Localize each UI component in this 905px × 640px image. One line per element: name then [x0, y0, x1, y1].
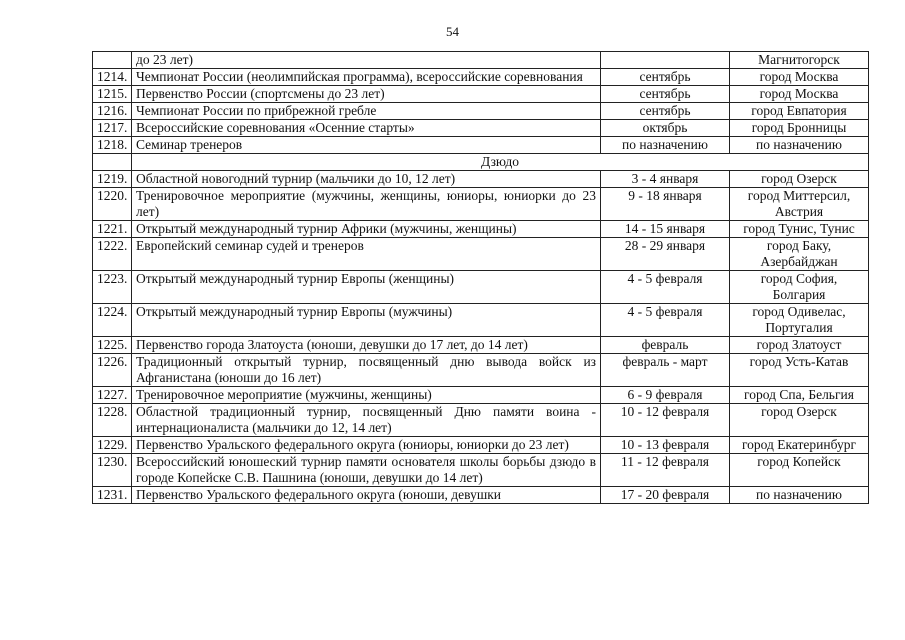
row-number: 1215. [93, 86, 132, 103]
row-number: 1218. [93, 137, 132, 154]
event-place: город Озерск [730, 404, 869, 437]
row-number: 1230. [93, 454, 132, 487]
event-date: февраль [601, 337, 730, 354]
event-name: Первенство России (спортсмены до 23 лет) [132, 86, 601, 103]
event-date: сентябрь [601, 69, 730, 86]
event-name: Традиционный открытый турнир, посвященный дню вывода войск из Афганистана (юноши до 16 лет) [132, 354, 601, 387]
section-title: Дзюдо [132, 154, 869, 171]
event-name: до 23 лет) [132, 52, 601, 69]
event-date: 17 - 20 февраля [601, 487, 730, 504]
event-place: город Бронницы [730, 120, 869, 137]
row-number: 1225. [93, 337, 132, 354]
event-place: город Москва [730, 69, 869, 86]
event-date: февраль - март [601, 354, 730, 387]
row-number: 1217. [93, 120, 132, 137]
event-date: 11 - 12 февраля [601, 454, 730, 487]
event-name: Семинар тренеров [132, 137, 601, 154]
event-date: 28 - 29 января [601, 238, 730, 271]
table-row [93, 188, 869, 221]
table-row [93, 387, 869, 404]
event-name: Тренировочное мероприятие (мужчины, женщины, юниоры, юниорки до 23 лет) [132, 188, 601, 221]
table-row [93, 337, 869, 354]
event-name: Открытый международный турнир Африки (мужчины, женщины) [132, 221, 601, 238]
table-row [93, 137, 869, 154]
table-row [93, 304, 869, 337]
table-row [93, 171, 869, 188]
event-date: 10 - 12 февраля [601, 404, 730, 437]
table-row [93, 487, 869, 504]
row-number: 1224. [93, 304, 132, 337]
table-row [93, 221, 869, 238]
event-name: Первенство Уральского федерального округа (юноши, девушки [132, 487, 601, 504]
row-number: 1216. [93, 103, 132, 120]
row-number: 1228. [93, 404, 132, 437]
table-row [93, 69, 869, 86]
row-number: 1223. [93, 271, 132, 304]
event-date: октябрь [601, 120, 730, 137]
event-date: по назначению [601, 137, 730, 154]
event-name: Областной традиционный турнир, посвященный Дню памяти воина - интернационалиста (мальчики до 12, 14 лет) [132, 404, 601, 437]
event-name: Европейский семинар судей и тренеров [132, 238, 601, 271]
event-place: город Спа, Бельгия [730, 387, 869, 404]
event-place: город Баку, Азербайджан [730, 238, 869, 271]
table-row [93, 238, 869, 271]
event-place: город Копейск [730, 454, 869, 487]
table-row [93, 86, 869, 103]
event-name: Всероссийский юношеский турнир памяти основателя школы борьбы дзюдо в городе Копейске С.В. Пашнина (юноши, девушки до 14 лет) [132, 454, 601, 487]
events-table-body [93, 52, 869, 504]
event-name: Чемпионат России (неолимпийская программа), всероссийские соревнования [132, 69, 601, 86]
event-date: 6 - 9 февраля [601, 387, 730, 404]
table-row [93, 437, 869, 454]
event-place: Магнитогорск [730, 52, 869, 69]
event-date: 10 - 13 февраля [601, 437, 730, 454]
page-number: 54 [446, 24, 459, 39]
table-row [93, 271, 869, 304]
section-header-row [93, 154, 869, 171]
event-date [601, 52, 730, 69]
event-name: Первенство Уральского федерального округа (юниоры, юниорки до 23 лет) [132, 437, 601, 454]
event-date: 9 - 18 января [601, 188, 730, 221]
event-date: сентябрь [601, 103, 730, 120]
event-place: город Миттерсил, Австрия [730, 188, 869, 221]
event-name: Чемпионат России по прибрежной гребле [132, 103, 601, 120]
event-date: 14 - 15 января [601, 221, 730, 238]
event-date: 3 - 4 января [601, 171, 730, 188]
event-name: Тренировочное мероприятие (мужчины, женщины) [132, 387, 601, 404]
event-name: Открытый международный турнир Европы (мужчины) [132, 304, 601, 337]
table-row [93, 52, 869, 69]
row-number: 1214. [93, 69, 132, 86]
event-name: Открытый международный турнир Европы (женщины) [132, 271, 601, 304]
event-place: город Одивелас, Португалия [730, 304, 869, 337]
event-name: Областной новогодний турнир (мальчики до 10, 12 лет) [132, 171, 601, 188]
event-place: по назначению [730, 487, 869, 504]
table-row [93, 120, 869, 137]
row-number: 1222. [93, 238, 132, 271]
event-place: город Тунис, Тунис [730, 221, 869, 238]
event-name: Первенство города Златоуста (юноши, девушки до 17 лет, до 14 лет) [132, 337, 601, 354]
row-number: 1226. [93, 354, 132, 387]
row-number [93, 52, 132, 69]
event-place: город Екатеринбург [730, 437, 869, 454]
event-place: по назначению [730, 137, 869, 154]
event-name: Всероссийские соревнования «Осенние старты» [132, 120, 601, 137]
event-place: город София, Болгария [730, 271, 869, 304]
event-date: сентябрь [601, 86, 730, 103]
event-place: город Озерск [730, 171, 869, 188]
event-date: 4 - 5 февраля [601, 304, 730, 337]
event-place: город Москва [730, 86, 869, 103]
row-number [93, 154, 132, 171]
event-place: город Евпатория [730, 103, 869, 120]
event-place: город Усть-Катав [730, 354, 869, 387]
event-place: город Златоуст [730, 337, 869, 354]
row-number: 1229. [93, 437, 132, 454]
table-row [93, 103, 869, 120]
row-number: 1219. [93, 171, 132, 188]
table-row [93, 404, 869, 437]
event-date: 4 - 5 февраля [601, 271, 730, 304]
table-row [93, 354, 869, 387]
row-number: 1220. [93, 188, 132, 221]
table-row [93, 454, 869, 487]
row-number: 1221. [93, 221, 132, 238]
row-number: 1227. [93, 387, 132, 404]
row-number: 1231. [93, 487, 132, 504]
events-table [92, 51, 869, 504]
